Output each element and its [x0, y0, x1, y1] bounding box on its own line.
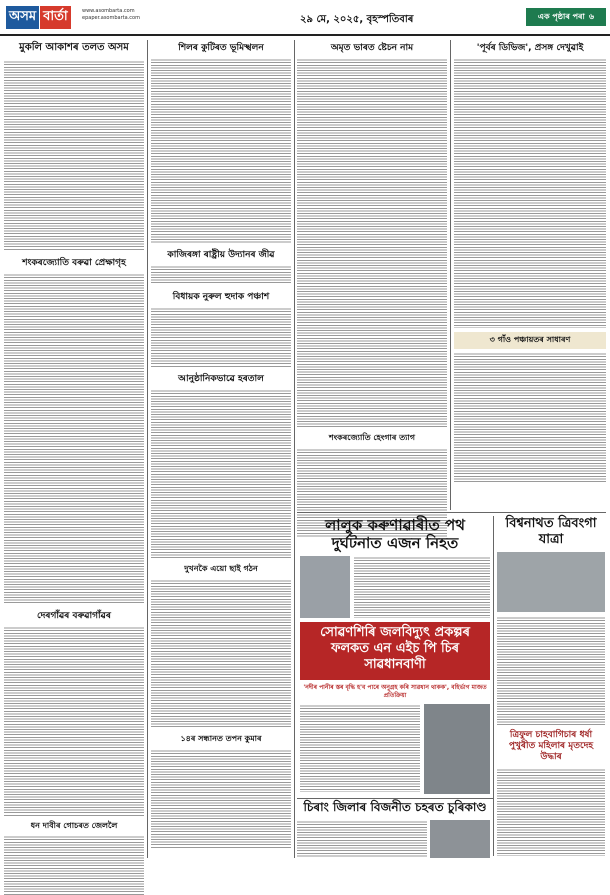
article-body: [497, 616, 605, 726]
column-4: [454, 40, 606, 482]
masthead: [0, 0, 610, 36]
logo-part-1: অসম: [6, 6, 39, 29]
web-info: [82, 8, 140, 22]
article-body: [4, 273, 144, 603]
newspaper-logo: [6, 6, 71, 28]
article-headline: শংকৰজ্যোতি হেংগাৰ ত্যাগ: [329, 433, 415, 442]
news-photo: [497, 552, 605, 612]
issue-date: ২৯ মে, ২০২৫, বৃহস্পতিবাৰ: [300, 14, 414, 25]
article-body: [151, 389, 291, 559]
page-number: ৬: [588, 11, 595, 21]
article-headline: ৩ গাঁও পঞ্চায়তৰ সাধাৰণ: [454, 332, 606, 349]
article-headline: শংকৰজ্যোতি বৰুৱা প্ৰেক্ষাগৃহ: [22, 258, 126, 268]
column-rule: [294, 40, 295, 858]
column-1: [4, 40, 144, 895]
article-body: [151, 265, 291, 285]
article-headline: অমৃত ভাৰত ষ্টেচন নাম: [330, 43, 414, 53]
page-label: এক পৃষ্ঠাৰ পৰা: [537, 11, 585, 21]
article-body: [300, 704, 420, 792]
article-headline: ধন দাবীৰ গোচৰত জেললৈ: [30, 821, 118, 830]
page-badge: [526, 8, 606, 26]
article-headline: দুখনকৈ এয়ো ছাই গঠন: [184, 564, 258, 573]
bottom-headline: চিৰাং জিলাৰ বিজনীত চহৰত চুৰিকাণ্ড: [303, 800, 487, 814]
side-headline: ত্ৰিফুল চাহবাগিচাৰ ধৰ্ষা পুখুৰীত মহিলাৰ মৃতদেহ উদ্ধাৰ: [508, 730, 594, 762]
article-body: [297, 820, 427, 858]
column-rule: [450, 40, 451, 510]
column-rule: [147, 40, 148, 858]
side-headline: বিশ্বনাথত ত্ৰিবংগা যাত্ৰা: [505, 516, 597, 547]
epaper-url[interactable]: epaper.asombarta.com: [82, 15, 140, 21]
article-headline: আনুষ্ঠানিকভাৱে হৰতাল: [178, 374, 264, 384]
article-body: [151, 58, 291, 243]
article-body: [4, 60, 144, 250]
article-headline: 'পূৰ্বৰ ডিভিজ', প্ৰসঙ্গ দেখুৱাই: [476, 43, 584, 53]
column-3: [297, 40, 447, 538]
article-body: [151, 749, 291, 849]
news-photo: [424, 704, 490, 794]
article-body: [4, 835, 144, 895]
article-body: [297, 58, 447, 428]
logo-part-2: বার্তা: [40, 6, 71, 29]
main-headline: লালুক কৰুণাৱাৰীত পথ দুৰ্ঘটনাত এজন নিহত: [325, 516, 465, 552]
article-body: [4, 626, 144, 816]
article-headline: কাজিৰঙ্গা ৰাষ্ট্ৰীয় উদ্যানৰ জীৱ: [167, 250, 275, 260]
column-2: [151, 40, 291, 849]
highlight-headline: সোৱণশিৰি জলবিদ্যুৎ প্ৰকল্পৰ ফলকত এন এইচ পি চিৰ সাৱধানবাণী: [300, 622, 490, 680]
article-body: [454, 352, 606, 482]
article-headline: শিলৰ কুটিৰত ভূমিস্খলন: [178, 43, 264, 53]
article-body: [151, 307, 291, 367]
article-headline: মুকলি আকাশৰ তলত অসম: [19, 42, 129, 53]
article-body: [151, 579, 291, 729]
section-rule: [297, 798, 493, 799]
article-body: [354, 556, 490, 618]
section-rule: [297, 512, 606, 513]
article-body: [497, 768, 605, 856]
news-photo: [430, 820, 490, 858]
news-photo: [300, 556, 350, 618]
subheadline: 'নদীৰ পানীৰ স্তৰ বৃদ্ধি হ'ব পাৰে অনুগ্ৰহ কৰি সাৱধান থাকক', বহিৰ্ভাগ মাজত প্ৰতিক্ৰিয়া: [303, 684, 487, 699]
article-headline: দেৰগাঁৱৰ বৰুৱাগাঁৱৰ: [37, 611, 111, 621]
article-headline: বিধায়ক নুৰুল হুদাক পঞ্চাশ: [172, 292, 270, 302]
column-rule: [493, 516, 494, 856]
article-body: [454, 58, 606, 328]
article-headline: ১৪ৰ সন্ধানত তপন কুমাৰ: [180, 734, 262, 743]
website-url[interactable]: www.asombarta.com: [82, 8, 135, 14]
